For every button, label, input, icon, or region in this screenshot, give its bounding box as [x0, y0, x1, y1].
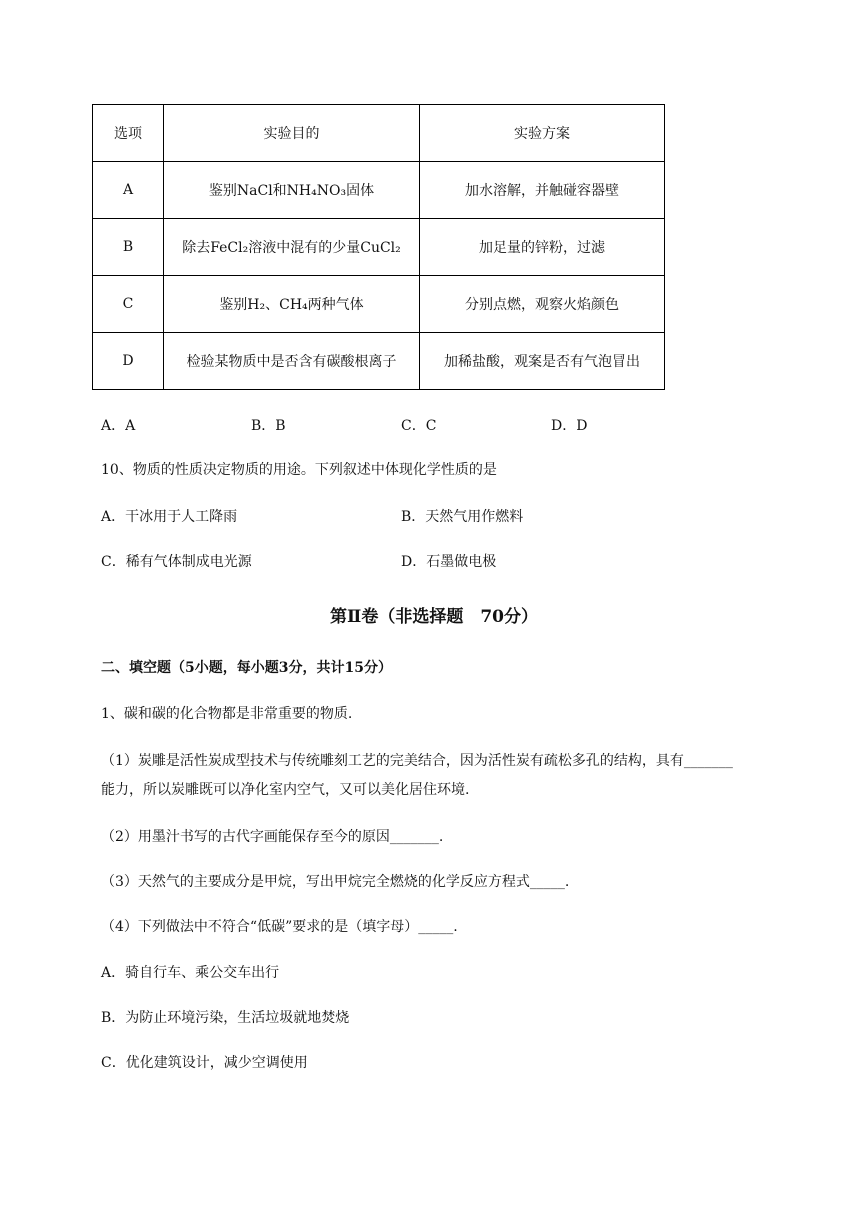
- experiment-table: [92, 104, 665, 390]
- row-purpose: 除去FeCl₂溶液中混有的少量CuCl₂: [164, 219, 420, 276]
- q1-option-a: A．骑自行车、乘公交车出行: [101, 965, 280, 981]
- q1-part2: （2）用墨汁书写的古代字画能保存至今的原因_______.: [101, 829, 444, 845]
- q9-option-b: B．B: [251, 418, 286, 434]
- row-scheme: 加足量的锌粉，过滤: [420, 219, 665, 276]
- row-purpose: 鉴别H₂、CH₄两种气体: [164, 276, 420, 333]
- q10-option-b: B．天然气用作燃料: [401, 509, 524, 525]
- q1-option-b: B．为防止环境污染，生活垃圾就地焚烧: [101, 1010, 350, 1026]
- table-header-row: [93, 105, 665, 162]
- table-row: [93, 276, 665, 333]
- q9-option-a: A．A: [101, 418, 136, 434]
- row-option: A: [93, 162, 164, 219]
- table-row: [93, 219, 665, 276]
- q1-option-c: C．优化建筑设计，减少空调使用: [101, 1055, 308, 1071]
- q1-stem: 1、碳和碳的化合物都是非常重要的物质.: [101, 706, 353, 722]
- q10-option-a: A．干冰用于人工降雨: [101, 509, 238, 525]
- row-scheme: 加水溶解，并触碰容器壁: [420, 162, 665, 219]
- q1-part1-line2: 能力，所以炭雕既可以净化室内空气，又可以美化居住环境.: [101, 782, 470, 798]
- row-option: B: [93, 219, 164, 276]
- row-option: C: [93, 276, 164, 333]
- header-purpose: 实验目的: [164, 105, 420, 162]
- q9-option-d: D．D: [551, 418, 588, 434]
- q1-part4: （4）下列做法中不符合“低碳”要求的是（填字母）_____.: [101, 919, 458, 935]
- table-row: [93, 333, 665, 390]
- q10-stem: 10、物质的性质决定物质的用途。下列叙述中体现化学性质的是: [101, 462, 497, 478]
- header-option: 选项: [93, 105, 164, 162]
- table-row: [93, 162, 665, 219]
- q9-option-c: C．C: [401, 418, 437, 434]
- q1-part1-line1: （1）炭雕是活性炭成型技术与传统雕刻工艺的完美结合，因为活性炭有疏松多孔的结构，具有_______: [101, 753, 733, 769]
- q10-option-d: D．石墨做电极: [401, 554, 497, 570]
- row-scheme: 分别点燃，观察火焰颜色: [420, 276, 665, 333]
- header-scheme: 实验方案: [420, 105, 665, 162]
- row-scheme: 加稀盐酸，观案是否有气泡冒出: [420, 333, 665, 390]
- row-purpose: 鉴别NaCl和NH₄NO₃固体: [164, 162, 420, 219]
- section-title: 第Ⅱ卷（非选择题 70分）: [330, 607, 538, 627]
- row-purpose: 检验某物质中是否含有碳酸根离子: [164, 333, 420, 390]
- row-option: D: [93, 333, 164, 390]
- section-heading: 二、填空题（5小题，每小题3分，共计15分）: [101, 660, 392, 676]
- q10-option-c: C．稀有气体制成电光源: [101, 554, 252, 570]
- q1-part3: （3）天然气的主要成分是甲烷，写出甲烷完全燃烧的化学反应方程式_____.: [101, 874, 570, 890]
